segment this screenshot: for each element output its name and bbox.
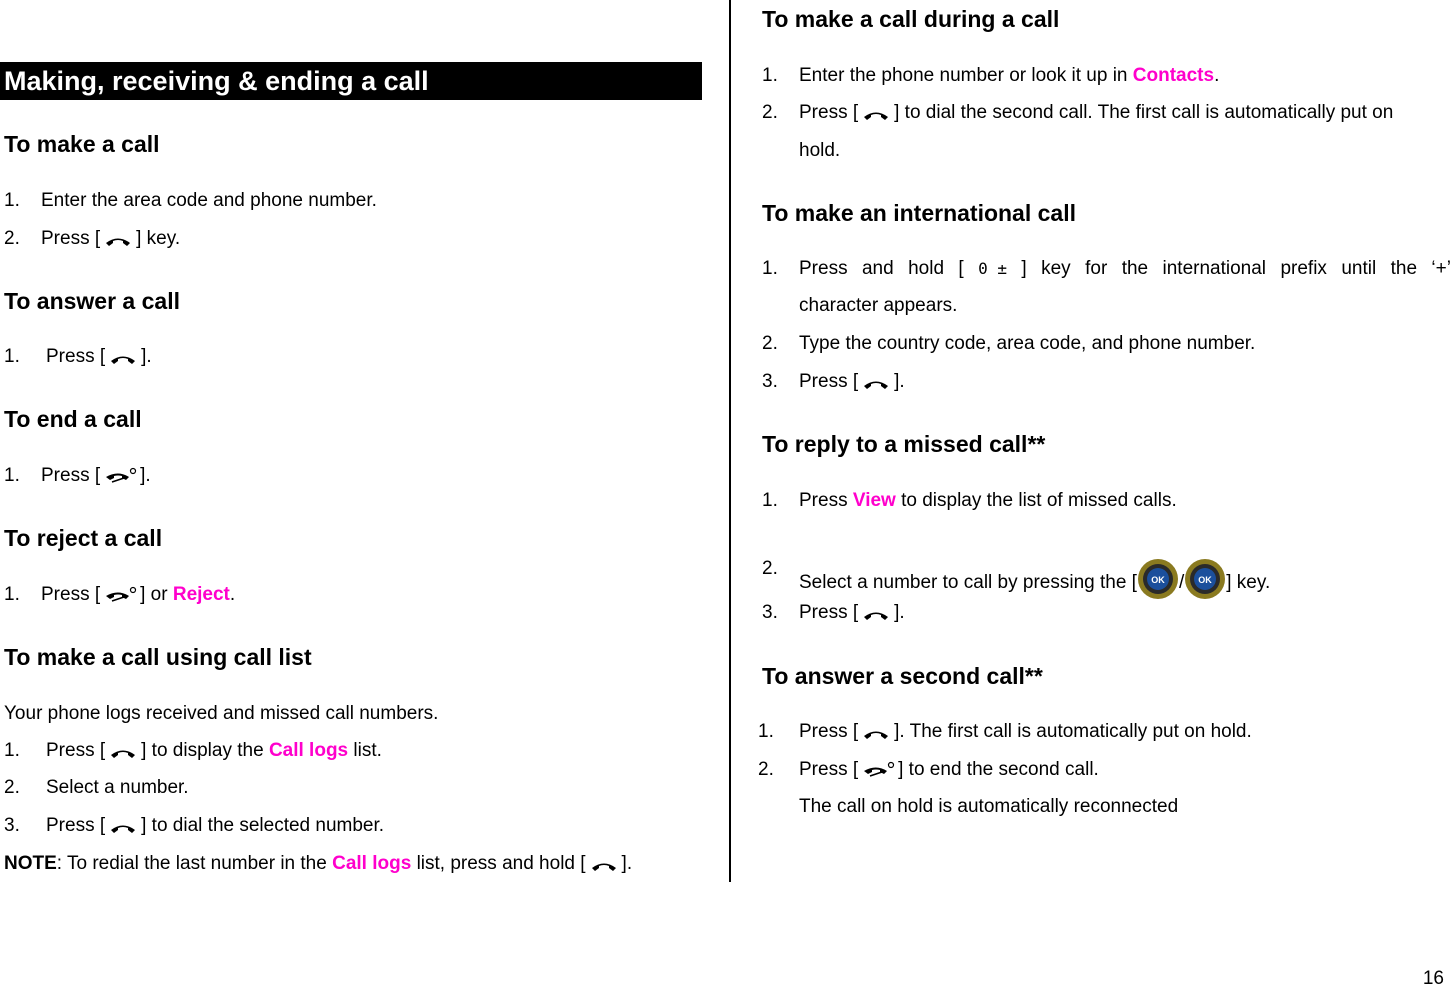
missed-step2: Select a number to call by pressing the [ OK / OK ] key. bbox=[799, 558, 1270, 600]
send-key-icon bbox=[861, 725, 891, 741]
step-number: 1. bbox=[4, 740, 20, 761]
international-step3: Press [ ]. bbox=[799, 371, 905, 392]
send-key-icon bbox=[589, 857, 619, 873]
during-call-step2: Press [ ] to dial the second call. The first call is automatically put on bbox=[799, 102, 1394, 123]
call-list-intro: Your phone logs received and missed call numbers. bbox=[4, 703, 439, 724]
step-number: 2. bbox=[4, 777, 20, 798]
heading-answer-call: To answer a call bbox=[4, 288, 180, 314]
step-number: 3. bbox=[762, 602, 778, 623]
page-number: 16 bbox=[1422, 968, 1444, 989]
heading-end-call: To end a call bbox=[4, 406, 142, 432]
second-call-step2: Press [ ] to end the second call. bbox=[799, 759, 1099, 780]
step-number: 1. bbox=[762, 258, 778, 279]
make-call-step2: Press [ ] key. bbox=[41, 228, 181, 249]
during-call-step2-cont: hold. bbox=[799, 140, 841, 161]
step-number: 2. bbox=[762, 558, 778, 579]
call-list-step3: Press [ ] to dial the selected number. bbox=[46, 815, 385, 836]
answer-call-step1: Press [ ]. bbox=[46, 346, 152, 367]
second-call-step1: Press [ ]. The first call is automatically put on hold. bbox=[799, 721, 1252, 742]
send-key-icon bbox=[861, 375, 891, 391]
ok-key-icon bbox=[1184, 558, 1226, 600]
heading-reject-call: To reject a call bbox=[4, 525, 163, 551]
step-number: 2. bbox=[4, 228, 20, 249]
call-list-step2: Select a number. bbox=[46, 777, 189, 798]
contacts-label: Contacts bbox=[1132, 65, 1215, 86]
step-number: 2. bbox=[762, 333, 778, 354]
send-key-icon bbox=[108, 744, 138, 760]
end-key-icon bbox=[103, 586, 137, 604]
heading-call-list: To make a call using call list bbox=[4, 644, 312, 670]
heading-during-call: To make a call during a call bbox=[762, 6, 1060, 32]
svg-text:OK: OK bbox=[1198, 575, 1212, 585]
call-list-step1: Press [ ] to display the Call logs list. bbox=[46, 740, 382, 761]
send-key-icon bbox=[103, 232, 133, 248]
svg-text:OK: OK bbox=[1151, 575, 1165, 585]
heading-missed-call: To reply to a missed call** bbox=[762, 431, 1046, 457]
heading-second-call: To answer a second call** bbox=[762, 663, 1043, 689]
send-key-icon bbox=[108, 819, 138, 835]
call-logs-label: Call logs bbox=[268, 740, 349, 761]
make-call-step1: Enter the area code and phone number. bbox=[41, 190, 377, 211]
send-key-icon bbox=[861, 106, 891, 122]
heading-make-call: To make a call bbox=[4, 131, 160, 157]
step-number: 1. bbox=[4, 190, 20, 211]
international-step2: Type the country code, area code, and phone number. bbox=[799, 333, 1256, 354]
during-call-step1: Enter the phone number or look it up in Contacts. bbox=[799, 65, 1220, 86]
end-call-step1: Press [ ]. bbox=[41, 465, 151, 486]
section-title: Making, receiving & ending a call bbox=[0, 62, 702, 100]
view-label: View bbox=[852, 490, 896, 511]
step-number: 1. bbox=[4, 465, 20, 486]
second-call-step2-cont: The call on hold is automatically reconnected bbox=[799, 796, 1179, 817]
step-number: 1. bbox=[762, 490, 778, 511]
heading-international: To make an international call bbox=[762, 200, 1076, 226]
reject-call-step1: Press [ ] or Reject. bbox=[41, 584, 236, 605]
end-key-icon bbox=[103, 467, 137, 485]
column-divider bbox=[729, 0, 731, 882]
step-number: 1. bbox=[4, 346, 20, 367]
call-list-note: NOTE: To redial the last number in the Call logs list, press and hold [ ]. bbox=[4, 853, 633, 874]
missed-step3: Press [ ]. bbox=[799, 602, 905, 623]
international-step1-cont: character appears. bbox=[799, 295, 958, 316]
ok-key-icon bbox=[1137, 558, 1179, 600]
end-key-icon bbox=[861, 761, 895, 779]
missed-step1: Press View to display the list of missed calls. bbox=[799, 490, 1177, 511]
send-key-icon bbox=[108, 350, 138, 366]
international-step1: Press and hold [ 0 ± ] key for the international prefix until the ‘+’ bbox=[799, 258, 1451, 279]
step-number: 3. bbox=[4, 815, 20, 836]
step-number: 1. bbox=[758, 721, 774, 742]
step-number: 2. bbox=[758, 759, 774, 780]
call-logs-label: Call logs bbox=[332, 853, 412, 874]
note-label: NOTE bbox=[4, 853, 57, 874]
zero-plus-key-icon: 0 ± bbox=[978, 259, 1008, 278]
send-key-icon bbox=[861, 606, 891, 622]
step-number: 1. bbox=[4, 584, 20, 605]
reject-label: Reject bbox=[172, 584, 230, 605]
step-number: 3. bbox=[762, 371, 778, 392]
step-number: 2. bbox=[762, 102, 778, 123]
step-number: 1. bbox=[762, 65, 778, 86]
